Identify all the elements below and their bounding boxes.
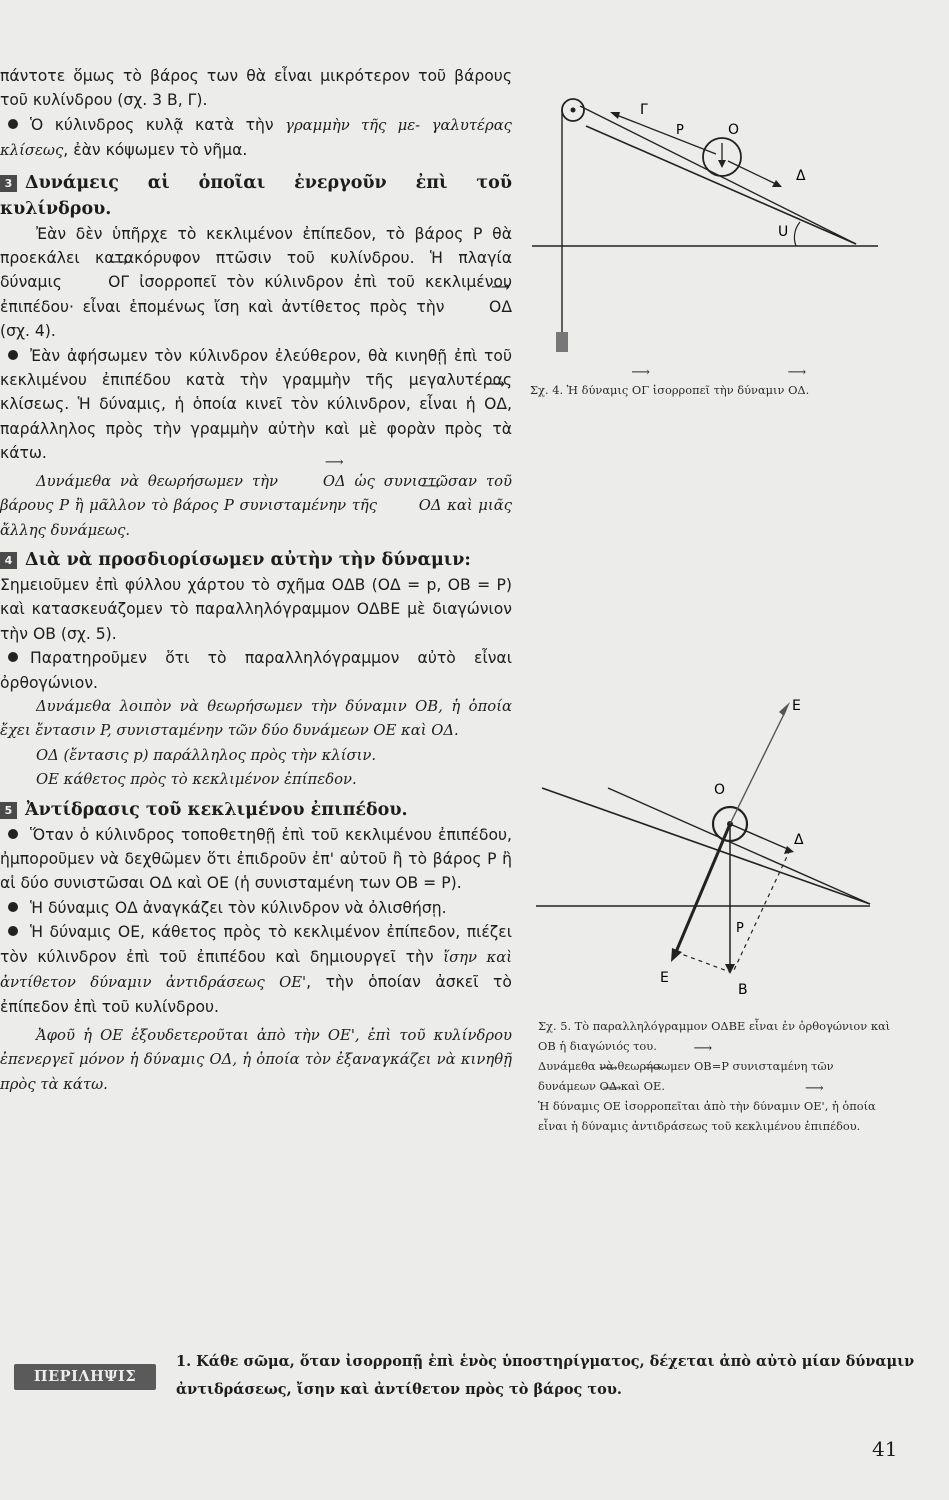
caption-text: .	[661, 1079, 665, 1093]
vector-symbol: ⟶ ΟΕ	[603, 1096, 621, 1116]
text-run: Ἡ δύναμις ΟΕ, κάθετος πρὸς τὸ κεκλιμένον ἐπίπεδον, πιέζει τὸν κύλινδρον ἐπὶ τοῦ ἐπιπέδου καὶ δημιουργεῖ τὴν	[0, 923, 512, 966]
reaction-vector-oe-prime	[730, 710, 786, 824]
caption-text: Σχ. 5. Τὸ παραλληλόγραμμον ΟΔΒΕ εἶναι ἐν ὀρθογώνιον καὶ ΟΒ ἡ διαγώνιός του.	[538, 1019, 891, 1053]
bullet-icon	[8, 119, 18, 129]
text-line: πάντοτε ὅμως τὸ βάρος των θὰ εἶναι μικρότερον τοῦ	[0, 67, 447, 85]
summary-text: 1. Κάθε σῶμα, ὅταν ἰσορροπῇ ἐπὶ ἑνὸς ὑποστηρίγματος, δέχεται ἀπὸ αὐτὸ μίαν δύναμιν ἀντιδράσεως, ἴσην καὶ ἀντίθετον πρὸς τὸ βάρος του.	[176, 1353, 915, 1398]
label-e-prime: E	[792, 698, 801, 714]
vector-symbol: ⟶ ΟΓ	[72, 270, 129, 294]
figure-4-diagram	[520, 84, 890, 374]
section-heading-3	[0, 170, 512, 222]
bullet-paragraph	[0, 344, 512, 466]
italic-paragraph	[0, 470, 512, 543]
label-d: Δ	[794, 832, 804, 848]
italic-text: γαλυτέρας κλίσεως	[0, 116, 512, 160]
vector-symbol: ⟶ ΟΔ	[600, 1076, 618, 1096]
arrow-head	[779, 702, 790, 716]
page-number: 41	[872, 1437, 898, 1461]
vector-symbol: ⟶ ΟΕ	[644, 1076, 662, 1096]
caption-text: ἰσορροπεῖ τὴν δύναμιν	[649, 383, 789, 397]
section-number-badge: 4	[0, 552, 17, 569]
italic-paragraph: Δυνάμεθα λοιπὸν νὰ θεωρήσωμεν τὴν δύναμιν ΟΒ, ἡ ὁποία ἔχει ἔντασιν P, συνισταμένην τῶν δύο δυνάμεων ΟΕ καὶ ΟΔ.	[0, 697, 512, 740]
text-run: Παρατηροῦμεν ὅτι τὸ παραλληλόγραμμον αὐτὸ εἶναι ὀρθογώνιον.	[0, 649, 512, 692]
dashed-line-eb	[676, 952, 730, 972]
text-run: ὡς συνιστῶσαν τοῦ βάρους P ἢ μᾶλλον τὸ βάρος P συνισταμένην τῆς	[0, 472, 513, 515]
text-run: (σχ. 4).	[0, 322, 56, 341]
text-run: ἰσορροπεῖ τὸν κύλινδρον ἐπὶ τοῦ κεκλιμένου ἐπιπέδου· εἶναι ἑπομένως ἴση καὶ ἀντίθετος πρὸς τὴν	[0, 273, 512, 316]
bullet-icon	[8, 652, 18, 662]
vector-symbol: ⟶ ΟΔ	[383, 494, 442, 518]
figure-4-caption	[530, 380, 880, 400]
label-g: Γ	[640, 102, 648, 118]
bullet-icon	[8, 902, 18, 912]
label-p: P	[676, 123, 684, 138]
section-heading-4	[0, 547, 512, 573]
paragraph	[0, 222, 512, 344]
section-title: Διὰ νὰ προσδιορίσωμεν αὐτὴν τὴν δύναμιν:	[25, 549, 471, 570]
text-run: Δυνάμεθα νὰ θεωρήσωμεν τὴν	[36, 472, 287, 490]
bullet-paragraph	[0, 113, 512, 164]
label-d: Δ	[796, 168, 806, 184]
paragraph	[0, 64, 512, 113]
arrow-head	[725, 964, 735, 974]
text-run: Ἐὰν δὲν ὑπῆρχε τὸ κεκλιμένον ἐπίπεδον, τὸ βάρος P θὰ προεκάλει κατακόρυφον πτῶσιν τοῦ κυλίνδρου. Ἡ πλαγία δύναμις	[0, 224, 512, 292]
caption-text: .	[805, 383, 810, 397]
vector-oe	[676, 824, 730, 952]
vector-symbol: ⟶ ΟΔ	[287, 470, 346, 494]
main-text-column	[0, 64, 512, 1097]
angle-arc	[794, 222, 800, 246]
bullet-paragraph	[0, 896, 512, 920]
inclined-plane-surface	[586, 126, 856, 244]
caption-text: Δυνάμεθα νὰ θεωρήσωμεν	[538, 1059, 694, 1073]
text-run: , ἐὰν κόψωμεν τὸ νῆμα.	[63, 141, 248, 160]
text-line: βάρους τοῦ κυλίνδρου (σχ. 3 Β, Γ).	[0, 67, 512, 110]
section-number-badge: 5	[0, 802, 17, 819]
dashed-line-db	[734, 850, 790, 970]
bullet-icon	[8, 926, 18, 936]
label-p: P	[736, 921, 744, 936]
label-o: O	[714, 782, 726, 798]
vector-symbol: ⟶ ΟΒ	[694, 1056, 712, 1076]
vector-symbol: ⟶ ΟΔ	[453, 295, 512, 319]
bullet-paragraph	[0, 920, 512, 1020]
italic-text: γραμμὴν τῆς με-	[285, 116, 421, 134]
section-title: Ἀντίδρασις τοῦ κεκλιμένου ἐπιπέδου.	[25, 799, 408, 820]
label-e: E	[660, 970, 669, 986]
italic-paragraph: Ἀφοῦ ἡ ΟΕ ἐξουδετεροῦται ἀπὸ τὴν ΟΕ', ἐπὶ τοῦ κυλίνδρου ἐπενεργεῖ μόνον ἡ δύναμις ΟΔ, ἡ ὁποία τὸν ἐξαναγκάζει νὰ κινηθῇ πρὸς τὰ κάτω.	[0, 1026, 512, 1093]
inclined-plane-surface	[542, 788, 870, 904]
summary-badge: ΠΕΡΙΛΗΨΙΣ	[14, 1364, 156, 1390]
label-b: B	[738, 982, 748, 998]
bullet-icon	[8, 829, 18, 839]
vector-od	[728, 161, 778, 185]
bullet-paragraph	[0, 823, 512, 896]
text-run: Ὁ κύλινδρος κυλᾷ κατὰ τὴν	[30, 115, 286, 134]
section-number-badge: 3	[0, 175, 17, 192]
pulley-axle	[571, 108, 576, 113]
section-heading-5	[0, 797, 512, 823]
hanging-weight	[556, 332, 568, 352]
arrow-head	[718, 160, 726, 168]
bullet-icon	[8, 350, 18, 360]
vector-symbol: ⟶ ΟΕ'	[804, 1096, 825, 1116]
text-run: καὶ μιᾶς ἄλλης δυνάμεως.	[0, 497, 512, 539]
label-o: O	[728, 122, 740, 138]
italic-paragraph: ΟΕ κάθετος πρὸς τὸ κεκλιμένον ἐπίπεδον.	[36, 771, 357, 789]
caption-text: , ἡ ὁποία εἶναι ἡ δύναμις ἀντιδράσεως τοῦ κεκλιμένου ἐπιπέδου.	[538, 1099, 876, 1133]
vector-symbol: ⟶ ΟΔ	[484, 392, 507, 416]
vector-symbol: ⟶ ΟΓ	[632, 380, 649, 400]
vector-symbol: ⟶ ΟΔ	[788, 380, 806, 400]
caption-text: =P συνισταμένη τῶν δυνάμεων	[538, 1059, 834, 1093]
text-run: , παράλληλος πρὸς τὴν γραμμὴν αὐτὴν καὶ μὲ φορὰν πρὸς τὰ κάτω.	[0, 395, 512, 463]
text-run: , τὴν ὁποίαν ἀσκεῖ τὸ ἐπίπεδον ἐπὶ τοῦ κυλίνδρου.	[0, 973, 512, 1017]
figure-5-diagram	[528, 684, 898, 1004]
bullet-paragraph	[0, 646, 512, 695]
italic-paragraph: ΟΔ (ἔντασις p) παράλληλος πρὸς τὴν κλίσιν.	[36, 746, 377, 764]
label-u: U	[778, 224, 789, 240]
figure-5-caption	[538, 1016, 892, 1136]
text-run: Ἐὰν ἀφήσωμεν τὸν κύλινδρον ἐλεύθερον, θὰ κινηθῇ ἐπὶ τοῦ κεκλιμένου ἐπιπέδου κατὰ τὴν γραμμὴν τῆς μεγαλυτέρας κλίσεως. Ἡ δύναμις, ἡ ὁποία κινεῖ τὸν κύλινδρον, εἶναι ἡ	[0, 346, 512, 414]
text-run: Ὅταν ὁ κύλινδρος τοποθετηθῇ ἐπὶ τοῦ κεκλιμένου ἐπιπέδου, ἠμποροῦμεν νὰ δεχθῶμεν ὅτι ἐπιδροῦν ἐπ' αὐτοῦ ἢ τὸ βάρος P ἢ αἱ δύο συνιστῶσαι ΟΔ καὶ ΟΕ (ἡ συνισταμένη των ΟΒ = P).	[0, 825, 512, 893]
italic-text: ἴσην καὶ ἀντίθετον δύναμιν ἀντιδράσεως ΟΕ'	[0, 948, 513, 991]
section-title: Δυνάμεις αἱ ὁποῖαι ἐνεργοῦν ἐπὶ τοῦ κυλίνδρου.	[0, 172, 512, 219]
text-run: Ἡ δύναμις ΟΔ ἀναγκάζει τὸν κύλινδρον νὰ ὀλισθήσῃ.	[30, 898, 447, 917]
caption-text: Σχ. 4. Ἡ δύναμις	[530, 383, 632, 397]
arrow-head	[610, 112, 620, 119]
arrow-head	[671, 948, 682, 962]
caption-text: Ἡ δύναμις	[538, 1099, 604, 1113]
caption-text: ἰσορροπεῖται ἀπὸ τὴν δύναμιν	[620, 1099, 804, 1113]
paragraph: Σημειοῦμεν ἐπὶ φύλλου χάρτου τὸ σχῆμα ΟΔΒ (ΟΔ = p, ΟΒ = P) καὶ κατασκευάζομεν τὸ παραλληλόγραμμον ΟΔΒΕ μὲ διαγώνιον τὴν ΟΒ (σχ. 5).	[0, 575, 512, 643]
caption-text: καὶ	[617, 1079, 644, 1093]
